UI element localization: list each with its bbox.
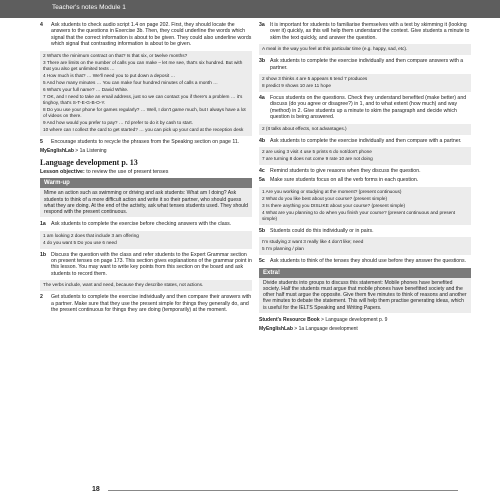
step-1a — [40, 221, 252, 227]
step-text: Ask students to think of the tenses they should use before they answer the questions. — [270, 258, 467, 265]
step-2 — [40, 294, 252, 313]
resource-name: Student's Resource Book — [259, 316, 320, 323]
step-number: 4a — [259, 95, 265, 102]
step-number: 4 — [40, 22, 43, 28]
answer-line: 7 are turning 8 does not come 9 rate 10 are not doing — [262, 156, 373, 162]
step-text: Encourage students to recycle the phrases from the Speaking section on page 11. — [51, 138, 240, 145]
answer-line: 2 What's the minimum contract on that? Is that six, or twelve months? — [43, 52, 188, 58]
step-number: 5 — [40, 138, 43, 145]
step-number: 5a — [259, 177, 265, 184]
right-column — [259, 22, 471, 336]
resource-target: > 1a Listening — [73, 148, 107, 155]
step-text: Discuss the question with the class and refer students to the Expert Grammar section on present tenses on page 173. This section gives explanations of the grammar point in this lesson. You may want to write key points from this section on the board and ask students to record them. — [51, 251, 252, 277]
answer-line: I'm studying 2 want 3 really like 4 don't like; need — [262, 239, 364, 245]
step-text: Focus students on the questions. Check they understand benefited (make better) and discuss (do you agree or disagree?) in 1, and to what extent (how much) and way (method) in 2. Give students up a minute to skim the paragraph and decide which question is being answered. — [270, 95, 467, 121]
answer-box — [259, 237, 471, 255]
resource-reference — [40, 148, 252, 154]
step-4 — [40, 22, 252, 48]
lesson-objective — [40, 169, 252, 175]
answer-box — [259, 74, 471, 92]
answer-line: 4 What are you planning to do when you finish your course? (present continuous and present simple) — [262, 209, 456, 221]
step-number: 2 — [40, 294, 43, 301]
warmup-body: Mime an action such as swimming or driving and ask students: What am I doing? Ask students to think of a more difficult action and write it so their partner, who should guess what they are doing. At the end of the activity, ask what tenses students used. They should respond with the present continuous. — [40, 188, 252, 217]
answer-line: 1 Are you working or studying at the moment? (present continuous) — [262, 188, 402, 194]
step-text: Students could do this individually or in pairs. — [270, 227, 374, 234]
resource-target: > 1a Language development — [292, 326, 358, 333]
answer-box — [259, 44, 471, 55]
step-3a — [259, 22, 471, 41]
step-5c — [259, 258, 471, 264]
step-5 — [40, 139, 252, 145]
step-text: Get students to complete the exercise individually and then compare their answers with a partner. Make sure that they use the present simple for things they generally do, and the present continuous for things they are doing (temporarily) at the moment. — [51, 294, 252, 314]
answer-line: The verbs include, want and need, because they describe states, not actions. — [43, 282, 204, 288]
answer-line: 5 I'm planning / plan — [262, 246, 304, 252]
answer-line: 6 What's your full name? … David White. — [43, 86, 129, 92]
step-number: 5c — [259, 258, 265, 265]
warmup-heading: Warm-up — [40, 178, 252, 188]
left-column — [40, 22, 252, 317]
answer-line: 8 Do you use your phone for games regularly? … Well, I don't game much, but I always have a lot of videos on there. — [43, 106, 246, 118]
answer-line: 1 am looking 2 does that include 3 am offering — [43, 232, 139, 238]
answer-line: 3 Is there anything you DISLIKE about your course? (present simple) — [262, 202, 406, 208]
answer-line: 2 show 3 thinks 4 are 5 appears 6 tend 7 produces — [262, 76, 368, 82]
step-number: 1a — [40, 221, 46, 228]
resource-name: MyEnglishLab — [40, 148, 74, 155]
extra-heading: Extra! — [259, 268, 471, 278]
step-number: 4b — [259, 137, 266, 144]
step-text: It is important for students to familiarise themselves with a text by skimming it (looking over it) quickly, as this will help them understand the context. Give students a minute to skim the text quickly, and answer the question. — [270, 22, 470, 41]
answer-line: 4 How much is that? … We'll need you to put down a deposit … — [43, 72, 176, 78]
header-title: Teacher's notes Module 1 — [52, 4, 126, 11]
answer-box — [259, 124, 471, 135]
step-number: 1b — [40, 251, 47, 258]
step-number: 3a — [259, 22, 265, 28]
step-text: Ask students to complete the exercise individually and then compare with a partner. — [270, 137, 462, 144]
step-5a — [259, 177, 471, 183]
answer-line: 3 There are limits on the number of calls you can make – let me see, that's six hundred. But with that you also get unlimited texts … — [43, 59, 243, 71]
step-3b — [259, 58, 471, 71]
answer-line: 10 where can I collect the card to get started? … you can pick up your card at the reception desk — [43, 126, 244, 132]
step-text: Ask students to complete the exercise before checking answers with the class. — [51, 221, 232, 228]
footer-rule — [108, 490, 458, 491]
answer-box — [259, 187, 471, 225]
step-number: 3b — [259, 58, 266, 65]
answer-line: 7 OK, and I need to take an email address, just so we can contact you if there's a problem … it's tinghoy, that's S-T-E-G-B-O-Y. — [43, 93, 243, 105]
answer-line: 4 do you want 5 Do you use 6 need — [43, 239, 117, 245]
extra-box — [259, 268, 471, 313]
extra-body: Divide students into groups to discuss this statement: Mobile phones have benefited society. Half the students must argue that mobile phones have benefitted society and the other half must argue the opposite. Give them five minutes to think of reasons and another five minutes to debate the statement. This will help them practise generating ideas, which is useful for the IELTS Speaking and Writing Papers. — [263, 279, 467, 311]
step-text: Ask students to complete the exercise individually and then compare answers with a partner. — [270, 58, 464, 71]
answer-line: 2 What do you like best about your course? (present simple) — [262, 195, 388, 201]
answer-box — [40, 51, 252, 136]
answer-line: 5 And how many minutes … You can make four hundred minutes of calls a month … — [43, 79, 218, 85]
answer-line: 2 (It talks about effects, not advantages.) — [262, 125, 347, 131]
step-number: 4c — [259, 168, 265, 175]
resource-name: MyEnglishLab — [259, 326, 293, 333]
step-text: Ask students to check audio script 1.4 on page 202. First, they should locate the answers to the questions in Exercise 3b. Then, they could underline the words which signal that the correct information is about to be given. They could also underline words which signal that contrasting information is about to be given. — [51, 22, 252, 48]
resource-target: > Language development p. 9 — [319, 316, 388, 323]
step-number: 5b — [259, 227, 266, 234]
answer-line: 2 are using 3 visit 4 use 5 prints 6 do not/don't phone — [262, 149, 372, 155]
objective-label: Lesson objective: — [40, 169, 85, 176]
answer-line: 9 And how would you prefer to pay? … I'd prefer to do it by cash to start. — [43, 119, 193, 125]
objective-text: to review the use of present tenses — [84, 169, 169, 176]
answer-line: 8 predict 9 shows 10 are 11 hope — [262, 83, 331, 89]
section-title: Language development p. 13 — [40, 158, 138, 168]
step-5b — [259, 228, 471, 234]
answer-box — [40, 231, 252, 249]
step-text: Make sure students focus on all the verb forms in each question. — [270, 177, 419, 184]
answer-line: A meal in the way you feel at this particular time (e.g. happy, sad, etc). — [262, 46, 408, 52]
resource-reference — [259, 326, 471, 332]
resource-reference — [259, 317, 471, 323]
page-header — [0, 0, 500, 18]
step-4b — [259, 138, 471, 144]
answer-box — [259, 147, 471, 165]
step-1b — [40, 252, 252, 278]
step-4a — [259, 95, 471, 121]
step-text: Remind students to give reasons when they discuss the question. — [270, 168, 421, 175]
step-4c — [259, 168, 471, 174]
answer-box — [40, 280, 252, 291]
page-number: 18 — [92, 486, 100, 493]
